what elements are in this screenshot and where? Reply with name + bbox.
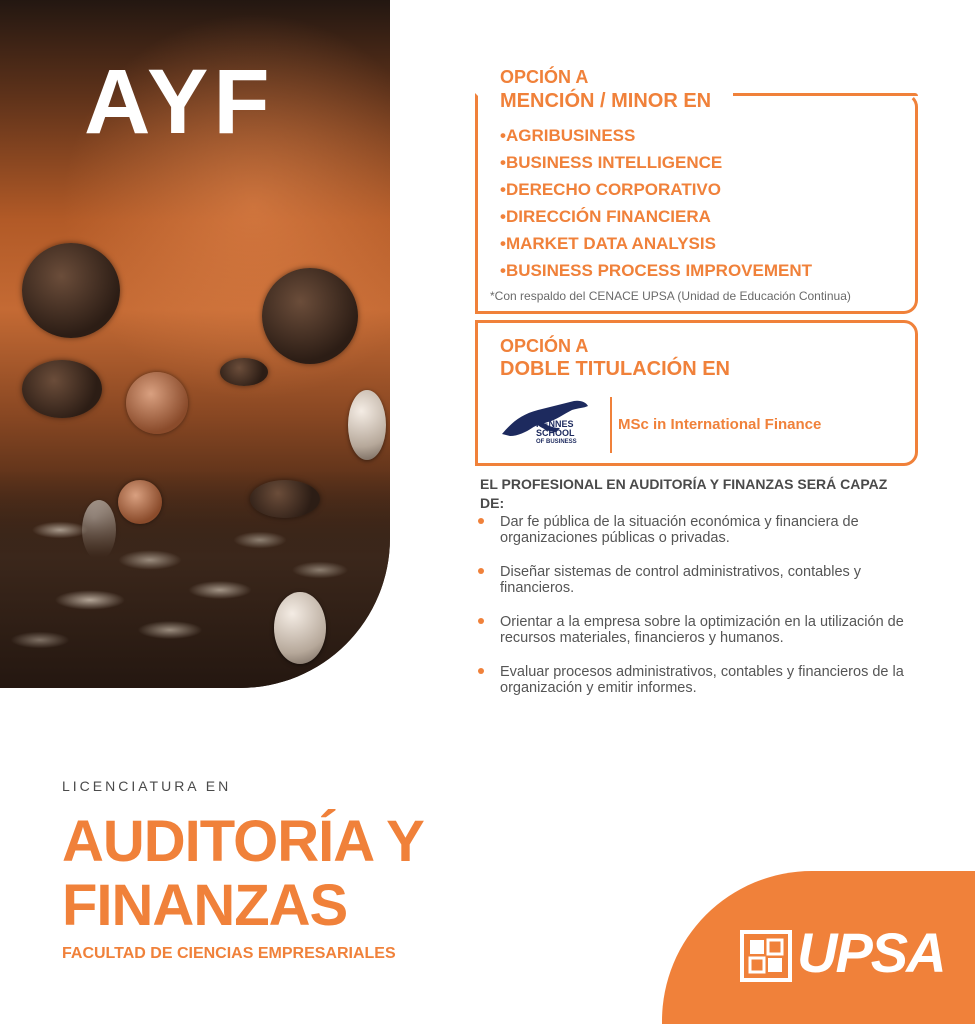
skill-text: Orientar a la empresa sobre la optimización en la utilización de recursos materiales, financieros y humanos.	[500, 614, 904, 646]
minor-item: •DIRECCIÓN FINANCIERA	[500, 207, 711, 226]
skill-item	[478, 514, 928, 546]
skills-list	[478, 514, 928, 714]
coin-pile	[0, 470, 390, 688]
rennes-line: RENNES	[536, 419, 574, 429]
falling-coin	[22, 243, 120, 338]
skill-text: Evaluar procesos administrativos, contables y financieros de la organización y emitir informes.	[500, 664, 904, 696]
skill-item	[478, 614, 928, 646]
falling-coin	[348, 390, 386, 460]
bullet-icon	[478, 668, 484, 674]
bullet-icon	[478, 618, 484, 624]
falling-coin	[220, 358, 268, 386]
minor-item: •AGRIBUSINESS	[500, 126, 636, 145]
double-degree-program: MSc in International Finance	[618, 416, 822, 433]
degree-prefix: LICENCIATURA EN	[62, 778, 232, 794]
minor-item: •MARKET DATA ANALYSIS	[500, 234, 716, 253]
logo-divider	[610, 397, 612, 453]
falling-coin	[262, 268, 358, 364]
rennes-logo	[498, 398, 598, 456]
rennes-wordmark	[536, 420, 577, 447]
minor-list	[500, 126, 812, 288]
profile-title: EL PROFESIONAL EN AUDITORÍA Y FINANZAS SERÁ CAPAZ DE:	[480, 476, 888, 511]
rennes-line: SCHOOL	[536, 428, 575, 438]
upsa-logo-text: UPSA	[797, 921, 945, 984]
hero-photo	[0, 0, 390, 688]
falling-coin	[126, 372, 188, 434]
falling-coin	[274, 592, 326, 664]
minor-option-label: OPCIÓN A	[500, 67, 589, 87]
falling-coin	[118, 480, 162, 524]
program-name	[62, 810, 424, 938]
skill-item	[478, 664, 928, 696]
falling-coin	[250, 480, 320, 518]
program-name-line: FINANZAS	[62, 873, 348, 938]
hero-acronym: AYF	[84, 51, 275, 153]
minor-item: •BUSINESS PROCESS IMPROVEMENT	[500, 261, 813, 280]
double-option-title: DOBLE TITULACIÓN EN	[500, 358, 730, 380]
double-option-label: OPCIÓN A	[500, 336, 589, 356]
upsa-emblem-icon	[740, 930, 792, 982]
minor-option-title: MENCIÓN / MINOR EN	[500, 90, 712, 112]
program-name-line: AUDITORÍA Y	[62, 809, 424, 874]
falling-coin	[22, 360, 102, 418]
minor-note: *Con respaldo del CENACE UPSA (Unidad de Educación Continua)	[490, 289, 851, 303]
minor-item: •BUSINESS INTELLIGENCE	[500, 153, 723, 172]
faculty-name: FACULTAD DE CIENCIAS EMPRESARIALES	[62, 945, 396, 962]
rennes-line: OF BUSINESS	[536, 439, 577, 445]
bullet-icon	[478, 568, 484, 574]
box-top-line	[733, 93, 918, 96]
skill-text: Dar fe pública de la situación económica y financiera de organizaciones públicas o privadas.	[500, 514, 859, 546]
skill-item	[478, 564, 928, 596]
skill-text: Diseñar sistemas de control administrativos, contables y financieros.	[500, 564, 862, 596]
minor-item: •DERECHO CORPORATIVO	[500, 180, 721, 199]
bullet-icon	[478, 518, 484, 524]
